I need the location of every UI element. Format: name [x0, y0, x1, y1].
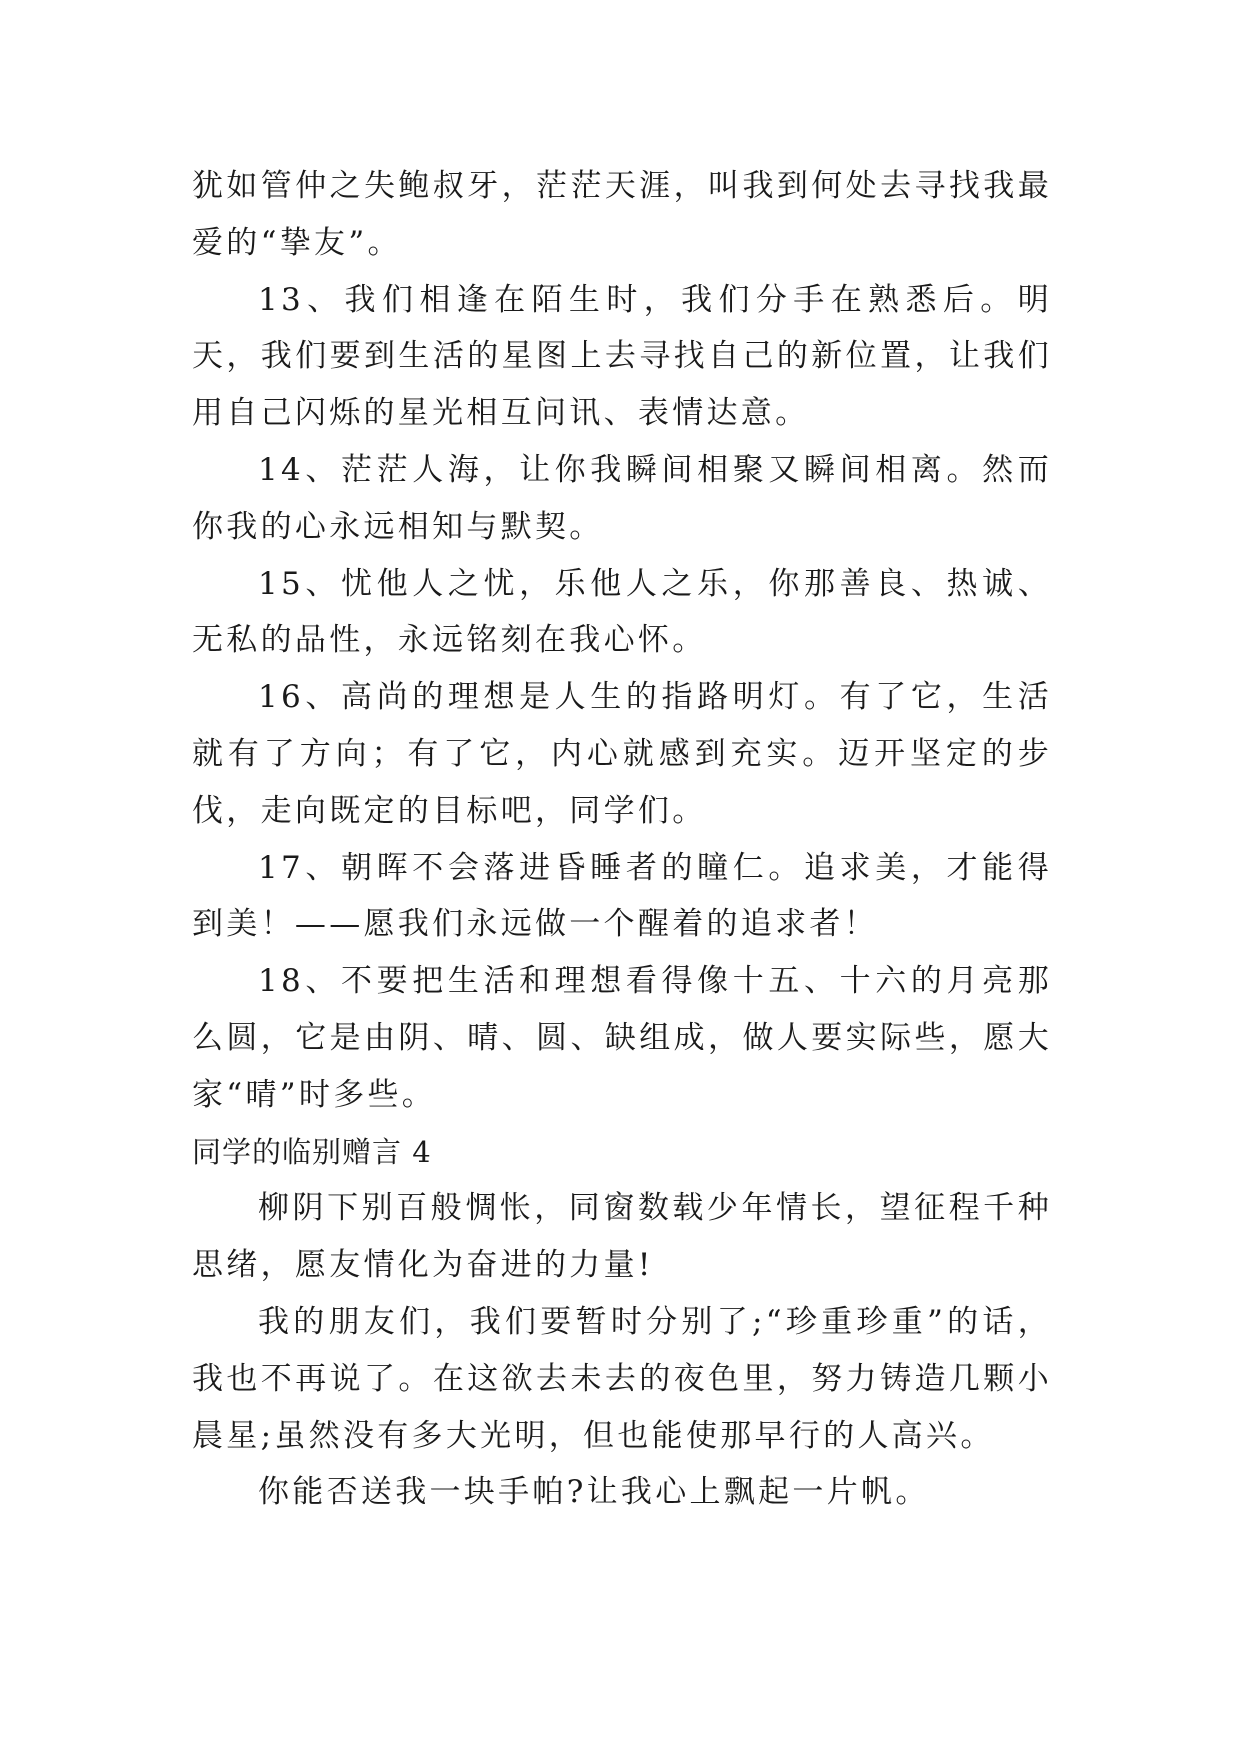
paragraph-farewell-3: 你能否送我一块手帕?让我心上飘起一片帆。 [258, 1474, 930, 1511]
paragraph-item-15: 15、忧他人之忧，乐他人之乐，你那善良、热诚、无私的品性，永远铭刻在我心怀。 [192, 565, 1052, 659]
paragraph-item-14: 14、茫茫人海，让你我瞬间相聚又瞬间相离。然而你我的心永远相知与默契。 [192, 451, 1052, 545]
section-heading: 同学的临别赠言 4 [192, 1134, 432, 1169]
paragraph-item-17: 17、朝晖不会落进昏睡者的瞳仁。追求美，才能得到美！——愿我们永远做一个醒着的追求者！ [192, 849, 1052, 943]
paragraph-farewell-2: 我的朋友们，我们要暂时分别了;“珍重珍重”的话，我也不再说了。在这欲去未去的夜色里，努力铸造几颗小晨星;虽然没有多大光明，但也能使那早行的人高兴。 [192, 1303, 1052, 1454]
paragraph-farewell-1: 柳阴下别百般惆怅，同窗数载少年情长，望征程千种思绪，愿友情化为奋进的力量! [192, 1190, 1052, 1284]
paragraph-item-13: 13、我们相逢在陌生时，我们分手在熟悉后。明天，我们要到生活的星图上去寻找自己的新位置，让我们用自己闪烁的星光相互问讯、表情达意。 [192, 281, 1052, 432]
paragraph-item-18: 18、不要把生活和理想看得像十五、十六的月亮那么圆，它是由阴、晴、圆、缺组成，做人要实际些，愿大家“晴”时多些。 [192, 963, 1052, 1113]
document-body [192, 158, 1052, 1521]
paragraph-item-16: 16、高尚的理想是人生的指路明灯。有了它，生活就有了方向；有了它，内心就感到充实。迈开坚定的步伐，走向既定的目标吧，同学们。 [192, 679, 1052, 829]
paragraph-continuation: 犹如管仲之失鲍叔牙，茫茫天涯，叫我到何处去寻找我最爱的“挚友”。 [192, 168, 1052, 261]
